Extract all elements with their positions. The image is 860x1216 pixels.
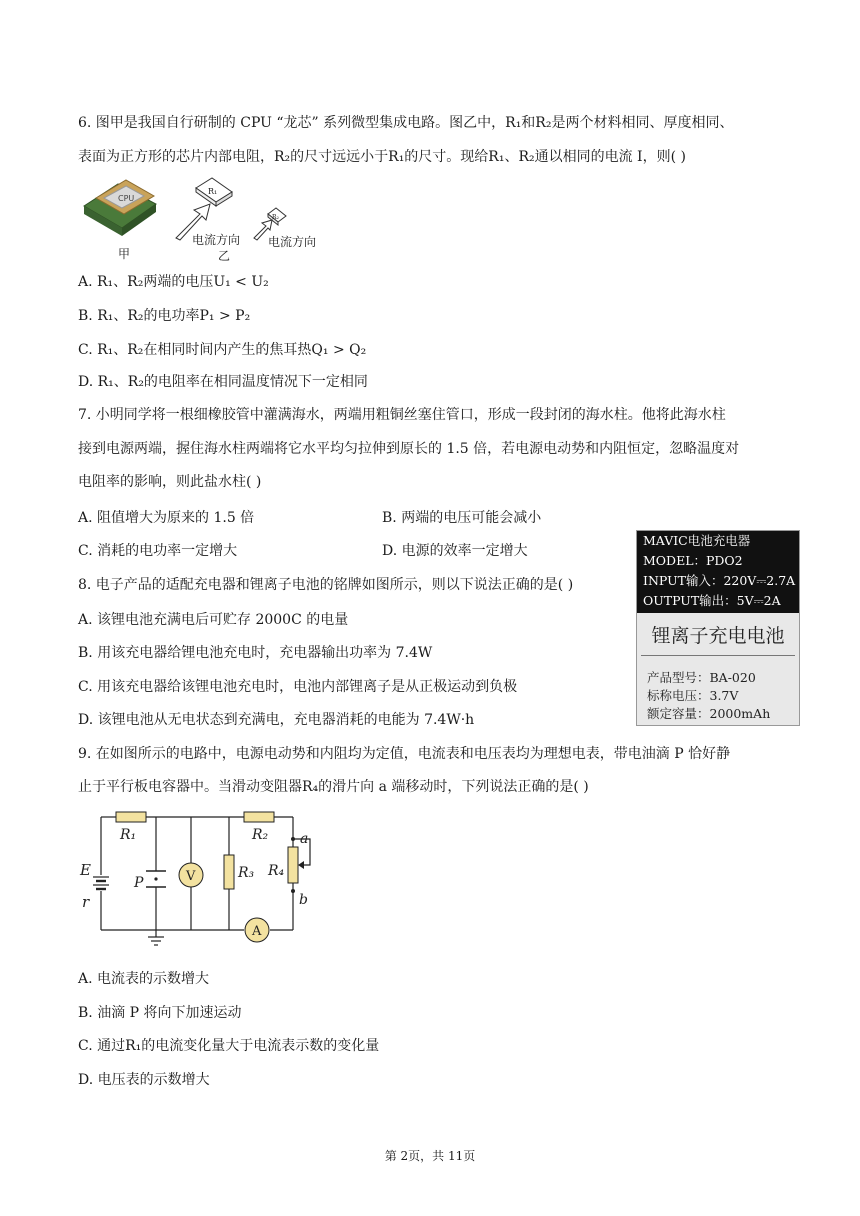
q7-option-b: B. 两端的电压可能会减小 xyxy=(382,510,542,526)
r1-chip-label: R₁ xyxy=(208,187,218,196)
q6-stem-line1: 6. 图甲是我国自行研制的 CPU “龙芯” 系列微型集成电路。图乙中，R₁和R₂是两个材料相同、厚度相同、 xyxy=(78,115,734,131)
resistor-r2 xyxy=(244,812,274,822)
q6-option-c: C. R₁、R₂在相同时间内产生的焦耳热Q₁ > Q₂ xyxy=(78,342,367,358)
q8-stem: 8. 电子产品的适配充电器和锂离子电池的铭牌如图所示，则以下说法正确的是( ) xyxy=(78,577,574,593)
battery-spec: 标称电压：3.7V xyxy=(647,688,739,703)
q9-stem-line2: 止于平行板电容器中。当滑动变阻器R₄的滑片向 a 端移动时，下列说法正确的是( ) xyxy=(78,779,589,795)
q6-option-b: B. R₁、R₂的电功率P₁ > P₂ xyxy=(78,308,251,324)
internal-resistance-label: r xyxy=(82,893,90,911)
q7-option-a: A. 阻值增大为原来的 1.5 倍 xyxy=(78,510,255,526)
q7-option-d: D. 电源的效率一定增大 xyxy=(382,543,528,559)
q7-stem-line2: 接到电源两端，握住海水柱两端将它水平均匀拉伸到原长的 1.5 倍，若电源电动势和内阻恒定，忽略温度对 xyxy=(78,441,740,457)
battery-symbol xyxy=(93,877,109,889)
node-b xyxy=(291,889,295,893)
emf-label: E xyxy=(80,861,91,879)
q6-figure xyxy=(78,176,338,268)
slider-arrow xyxy=(298,861,304,869)
r1-label: R₁ xyxy=(120,827,137,843)
q9-stem-line1: 9. 在如图所示的电路中，电源电动势和内阻均为定值，电流表和电压表均为理想电表，带电油滴 P 恰好静 xyxy=(78,746,731,762)
battery-spec: 产品型号：BA-020 xyxy=(647,670,756,685)
q8-option-c: C. 用该充电器给该锂电池充电时，电池内部锂离子是从正极运动到负极 xyxy=(78,679,518,695)
battery-specs xyxy=(647,669,770,723)
q7-stem-line3: 电阻率的影响，则此盐水柱( ) xyxy=(78,474,262,490)
r2-label: R₂ xyxy=(252,827,269,843)
q8-option-d: D. 该锂电池从无电状态到充满电，充电器消耗的电能为 7.4W·h xyxy=(78,712,475,728)
battery-spec: 额定容量：2000mAh xyxy=(647,706,771,721)
voltmeter-label: V xyxy=(186,869,196,884)
resistor-r1 xyxy=(116,812,146,822)
r3-label: R₃ xyxy=(238,865,255,881)
charger-label xyxy=(637,531,799,613)
battery-label xyxy=(637,613,799,725)
q9-option-b: B. 油滴 P 将向下加速运动 xyxy=(78,1005,242,1021)
fig-jia-label: 甲 xyxy=(118,247,131,261)
battery-nameplate xyxy=(636,530,800,726)
q9-option-c: C. 通过R₁的电流变化量大于电流表示数的变化量 xyxy=(78,1038,380,1054)
q7-stem-line1: 7. 小明同学将一根细橡胶管中灌满海水，两端用粗铜丝塞住管口，形成一段封闭的海水柱。他将此海水柱 xyxy=(78,407,726,423)
charger-line: MODEL：PDO2 xyxy=(643,553,743,568)
ground-symbol xyxy=(148,937,164,945)
terminal-b-label: b xyxy=(299,892,308,908)
q8-option-a: A. 该锂电池充满电后可贮存 2000C 的电量 xyxy=(78,612,349,628)
battery-title: 锂离子充电电池 xyxy=(651,625,785,647)
q6-stem-line2: 表面为正方形的芯片内部电阻，R₂的尺寸远远小于R₁的尺寸。现给R₁、R₂通以相同的电流 I，则( ) xyxy=(78,149,686,165)
rheostat-r4 xyxy=(288,847,298,883)
q9-circuit-diagram xyxy=(76,805,336,955)
charger-line: MAVIC电池充电器 xyxy=(643,533,751,548)
r4-label: R₄ xyxy=(268,863,285,879)
cpu-chip-image xyxy=(84,180,156,236)
current-direction-label-2: 电流方向 xyxy=(268,235,317,249)
cpu-text: CPU xyxy=(118,194,135,203)
r1-block xyxy=(196,178,232,206)
page-footer: 第 2页，共 11页 xyxy=(384,1149,476,1163)
oil-drop-label: P xyxy=(134,875,144,891)
battery-divider xyxy=(641,655,795,656)
fig-yi-label: 乙 xyxy=(218,249,231,263)
node-a xyxy=(291,837,295,841)
r2-chip-label: R₂ xyxy=(272,214,279,221)
q6-option-a: A. R₁、R₂两端的电压U₁ < U₂ xyxy=(78,274,269,290)
q6-option-d: D. R₁、R₂的电阻率在相同温度情况下一定相同 xyxy=(78,374,368,390)
oil-drop xyxy=(154,877,157,880)
q9-option-d: D. 电压表的示数增大 xyxy=(78,1072,210,1088)
current-direction-label-1: 电流方向 xyxy=(192,233,241,247)
resistor-r3 xyxy=(224,855,234,889)
ammeter-label: A xyxy=(252,924,262,939)
q8-option-b: B. 用该充电器给锂电池充电时，充电器输出功率为 7.4W xyxy=(78,645,433,661)
q9-option-a: A. 电流表的示数增大 xyxy=(78,971,210,987)
charger-line: INPUT输入：220V⎓2.7A xyxy=(643,573,796,588)
charger-line: OUTPUT输出：5V⎓2A xyxy=(643,593,781,608)
q7-option-c: C. 消耗的电功率一定增大 xyxy=(78,543,238,559)
terminal-a-label: a xyxy=(300,831,309,847)
